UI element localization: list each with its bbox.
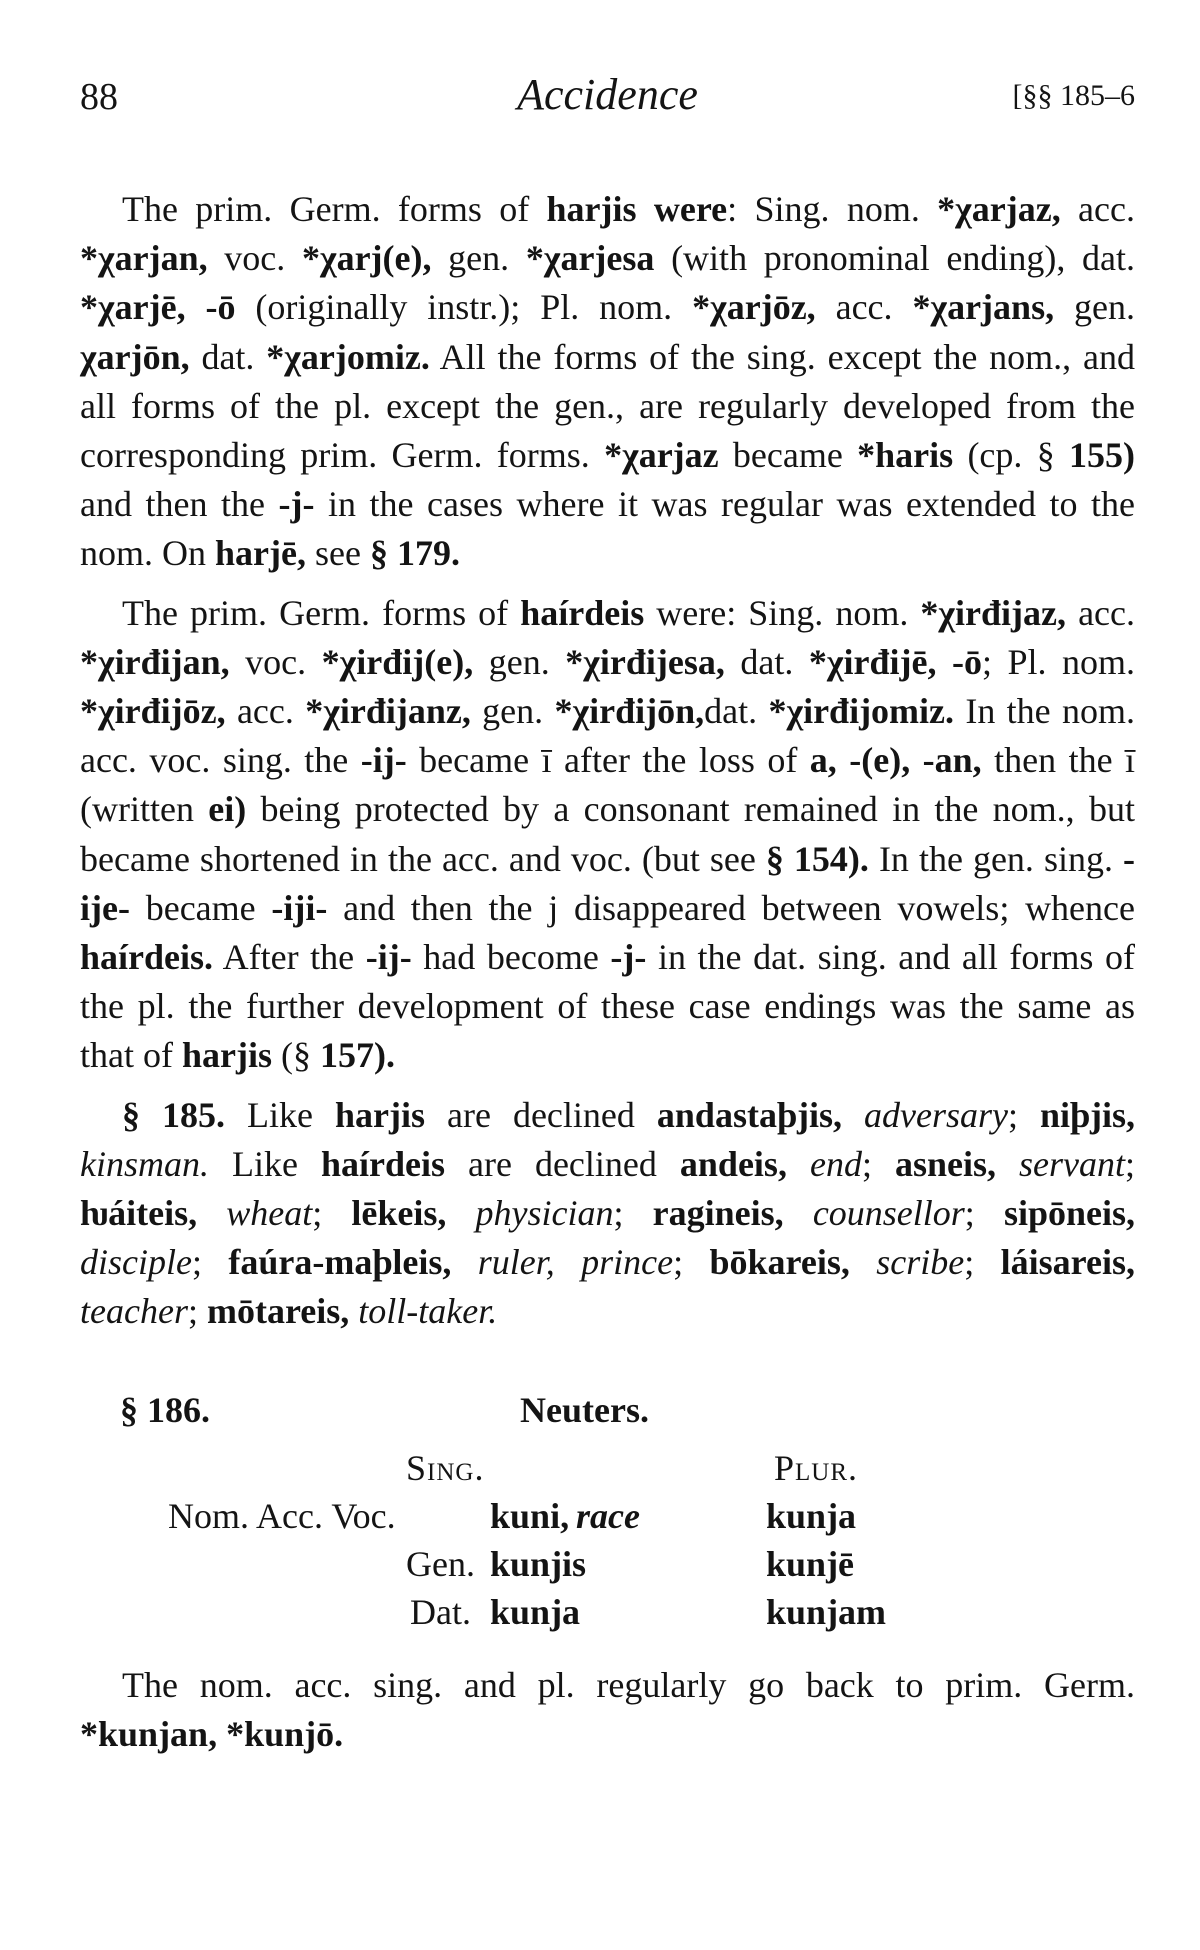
paragraph-hairdeis-forms: The prim. Germ. forms of haírdeis were: Sing. nom. *χirđijaz, acc. *χirđijan, voc. *χirđij(e), gen. *χirđijesa, dat. *χirđijē, -ō; Pl. nom. *χirđijōz, acc. *χirđijanz, gen. *χirđijōn,dat. *χirđijomiz. In the nom. acc. voc. sing. the -ij- became ī after the loss of a, -(e), -an, then the ī (written ei) being protected by a consonant remained in the nom., but became shortened in the acc. and voc. (but see § 154). In the gen. sing. -ije- became -iji- and then the j disappeared between vowels; whence haírdeis. After the -ij- had become -j- in the dat. sing. and all forms of the pl. the further development of these case endings was the same as that of harjis (§ 157). xyxy=(80,592,1136,1076)
sing-header: Sing. xyxy=(406,1447,485,1488)
sing-form: kuni, xyxy=(490,1495,570,1536)
paragraph-harjis-forms: The prim. Germ. forms of harjis were: Sing. nom. *χarjaz, acc. *χarjan, voc. *χarj(e), gen. *χarjesa (with pronominal ending), dat. *χarjē, -ō (originally instr.); Pl. nom. *χarjōz, acc. *χarjans, gen. χarjōn, dat. *χarjomiz. All the forms of the sing. except the nom., and all forms of the pl. except the gen., are regularly developed from the corresponding prim. Germ. forms. *χarjaz became *haris (cp. § 155) and then the -j- in the cases where it was regular was extended to the nom. On harjē, see § 179. xyxy=(80,189,1135,574)
gloss: race xyxy=(576,1495,640,1536)
section-number: § 186. xyxy=(120,1389,210,1430)
page-number: 88 xyxy=(80,76,118,118)
plur-header: Plur. xyxy=(774,1447,859,1488)
paragraph-section-185: § 185. Like harjis are declined andastaþjis, adversary; niþjis, kinsman. Like haírdeis are declined andeis, end; asneis, servant; ƕáiteis, wheat; lēkeis, physician; ragineis, counsellor; sipōneis, disciple; faúra-maþleis, ruler, prince; bōkareis, scribe; láisareis, teacher; mōtareis, toll-taker. xyxy=(80,1094,1136,1332)
plur-form: kunjam xyxy=(766,1591,887,1632)
section-title: Neuters. xyxy=(520,1389,649,1430)
paragraph-neuters-note: The nom. acc. sing. and pl. regularly go back to prim. Germ. *kunjan, *kunjō. xyxy=(80,1664,1135,1754)
case-label: Nom. Acc. Voc. xyxy=(168,1495,396,1536)
page xyxy=(80,55,1135,1769)
case-label: Dat. xyxy=(410,1591,471,1632)
running-head xyxy=(80,55,1135,135)
paradigm-table xyxy=(80,1447,1135,1643)
sing-form: kunja xyxy=(490,1591,581,1632)
case-label: Gen. xyxy=(406,1543,475,1584)
plur-form: kunja xyxy=(766,1495,857,1536)
section-range: [§§ 185–6 xyxy=(1012,79,1135,112)
running-title: Accidence xyxy=(517,70,698,119)
plur-form: kunjē xyxy=(766,1543,855,1584)
body-text xyxy=(80,185,1135,1759)
sing-form: kunjis xyxy=(490,1543,587,1584)
section-186-heading xyxy=(80,1377,1135,1447)
